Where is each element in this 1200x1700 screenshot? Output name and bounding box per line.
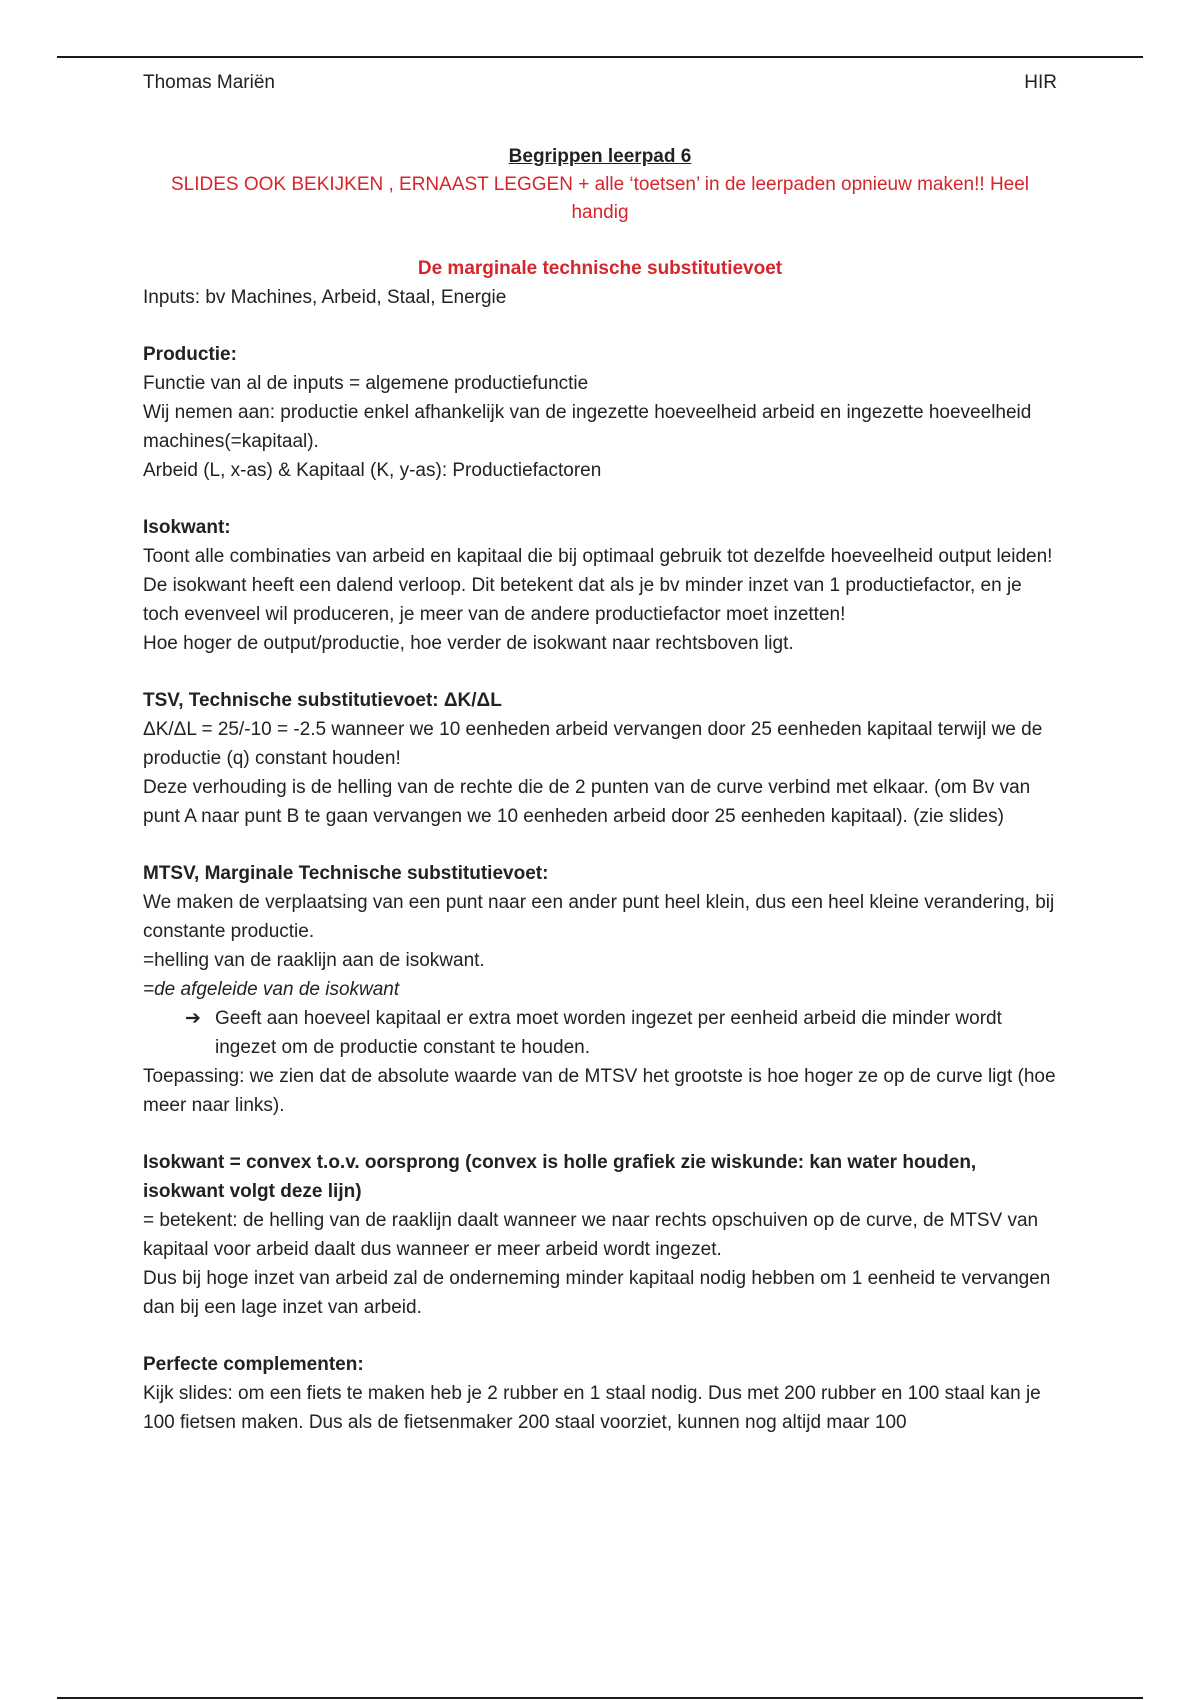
application-line: Toepassing: we zien dat de absolute waarde van de MTSV het grootste is hoe hoger ze op de curve ligt (hoe meer naar links). xyxy=(143,1066,1056,1116)
author-name: Thomas Mariën xyxy=(143,72,275,93)
section-title: De marginale technische substitutievoet xyxy=(417,258,783,279)
isokwant-heading: Isokwant: xyxy=(143,517,231,538)
productie-heading: Productie: xyxy=(143,344,237,365)
tsv-section xyxy=(143,686,1057,831)
paragraph-line: = betekent: de helling van de raaklijn daalt wanneer we naar rechts opschuiven op de curve, de MTSV van kapitaal voor arbeid daalt dus wanneer er meer arbeid wordt ingezet. xyxy=(143,1210,1039,1260)
paragraph-line: Hoe hoger de output/productie, hoe verder de isokwant naar rechtsboven ligt. xyxy=(143,633,794,654)
paragraph-line: Dus bij hoge inzet van arbeid zal de onderneming minder kapitaal nodig hebben om 1 eenheid te vervangen dan bij een lage inzet van arbeid. xyxy=(143,1268,1051,1318)
complementen-heading: Perfecte complementen: xyxy=(143,1354,364,1375)
paragraph-line: Toont alle combinaties van arbeid en kapitaal die bij optimaal gebruik tot dezelfde hoeveelheid output leiden! De isokwant heeft een dalend verloop. Dit betekent dat als je bv minder inzet van 1 productiefactor, en je toch evenveel wil produceren, je meer van de andere productiefactor moet inzetten! xyxy=(143,546,1053,625)
arrow-bullet xyxy=(143,1004,1057,1062)
arrow-right-icon: ➔ xyxy=(185,1008,201,1029)
paragraph-line: =helling van de raaklijn aan de isokwant. xyxy=(143,950,485,971)
derivative-line: =de afgeleide van de isokwant xyxy=(143,979,400,1000)
paragraph-line: Kijk slides: om een fiets te maken heb je 2 rubber en 1 staal nodig. Dus met 200 rubber en 100 staal kan je 100 fietsen maken. Dus als de fietsenmaker 200 staal voorziet, kunnen nog altijd maar 100 xyxy=(143,1383,1041,1433)
inputs-line: Inputs: bv Machines, Arbeid, Staal, Energie xyxy=(143,287,507,308)
arrow-bullet-text: Geeft aan hoeveel kapitaal er extra moet worden ingezet per eenheid arbeid die minder wordt ingezet om de productie constant te houden. xyxy=(215,1008,1002,1058)
warning-note: SLIDES OOK BEKIJKEN , ERNAAST LEGGEN + alle ‘toetsen’ in de leerpaden opnieuw maken!! Heel handig xyxy=(170,174,1030,223)
paragraph-line: Arbeid (L, x-as) & Kapitaal (K, y-as): Productiefactoren xyxy=(143,460,602,481)
convex-section xyxy=(143,1148,1057,1322)
productie-section xyxy=(143,340,1057,485)
document-title: Begrippen leerpad 6 xyxy=(508,146,692,167)
paragraph-line: We maken de verplaatsing van een punt naar een ander punt heel klein, dus een heel kleine verandering, bij constante productie. xyxy=(143,892,1055,942)
document-body xyxy=(143,142,1057,1437)
paragraph-line: ΔK/ΔL = 25/-10 = -2.5 wanneer we 10 eenheden arbeid vervangen door 25 eenheden kapitaal terwijl we de productie (q) constant houden! xyxy=(143,719,1043,769)
paragraph-line: Wij nemen aan: productie enkel afhankelijk van de ingezette hoeveelheid arbeid en ingezette hoeveelheid machines(=kapitaal). xyxy=(143,402,1032,452)
paragraph-line: Deze verhouding is de helling van de rechte die de 2 punten van de curve verbind met elkaar. (om Bv van punt A naar punt B te gaan vervangen we 10 eenheden arbeid door 25 eenheden kapitaal). (zie slides) xyxy=(143,777,1031,827)
bottom-rule xyxy=(57,1697,1143,1699)
tsv-heading: TSV, Technische substitutievoet: ΔK/ΔL xyxy=(143,690,502,711)
convex-heading: Isokwant = convex t.o.v. oorsprong (convex is holle grafiek zie wiskunde: kan water houden, isokwant volgt deze lijn) xyxy=(143,1152,977,1202)
paragraph-line: Functie van al de inputs = algemene productiefunctie xyxy=(143,373,589,394)
mtsv-heading: MTSV, Marginale Technische substitutievoet: xyxy=(143,863,549,884)
course-code: HIR xyxy=(1024,72,1057,93)
mtsv-section xyxy=(143,859,1057,1120)
complementen-section xyxy=(143,1350,1057,1437)
top-rule xyxy=(57,56,1143,58)
isokwant-section xyxy=(143,513,1057,658)
